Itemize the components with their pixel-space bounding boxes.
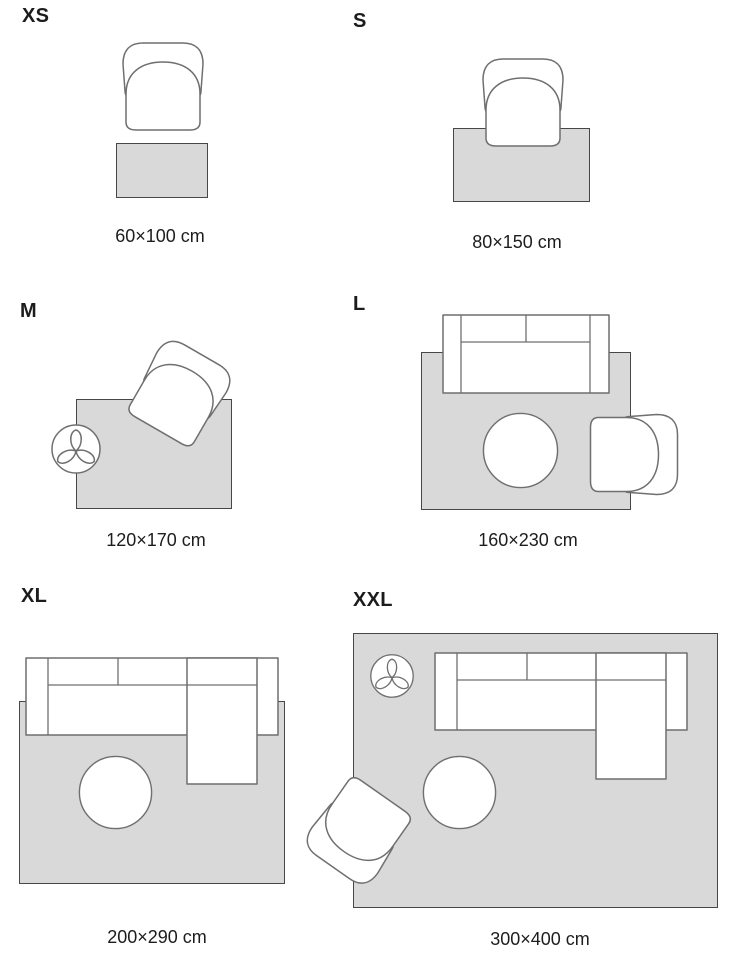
size-label-xs: XS bbox=[22, 5, 50, 27]
coffee-table-icon bbox=[422, 755, 497, 830]
size-label-l: L bbox=[353, 293, 366, 315]
sofa-icon bbox=[442, 314, 610, 394]
armchair-icon bbox=[590, 414, 679, 496]
plant-icon bbox=[369, 653, 415, 699]
coffee-table-icon bbox=[78, 755, 153, 830]
size-label-xl: XL bbox=[21, 585, 48, 607]
armchair-icon bbox=[122, 42, 204, 131]
coffee-table-icon bbox=[482, 412, 559, 489]
rug-dimensions-m: 120×170 cm bbox=[106, 530, 206, 550]
rug-xs bbox=[116, 143, 208, 198]
rug-dimensions-xl: 200×290 cm bbox=[107, 927, 207, 947]
rug-dimensions-xxl: 300×400 cm bbox=[490, 929, 590, 949]
plant-icon bbox=[50, 423, 102, 475]
size-label-xxl: XXL bbox=[353, 589, 393, 611]
armchair-icon bbox=[482, 58, 564, 147]
rug-dimensions-l: 160×230 cm bbox=[478, 530, 578, 550]
rug-dimensions-s: 80×150 cm bbox=[472, 232, 562, 252]
size-label-m: M bbox=[20, 300, 37, 322]
rug-dimensions-xs: 60×100 cm bbox=[115, 226, 205, 246]
size-label-s: S bbox=[353, 10, 367, 32]
